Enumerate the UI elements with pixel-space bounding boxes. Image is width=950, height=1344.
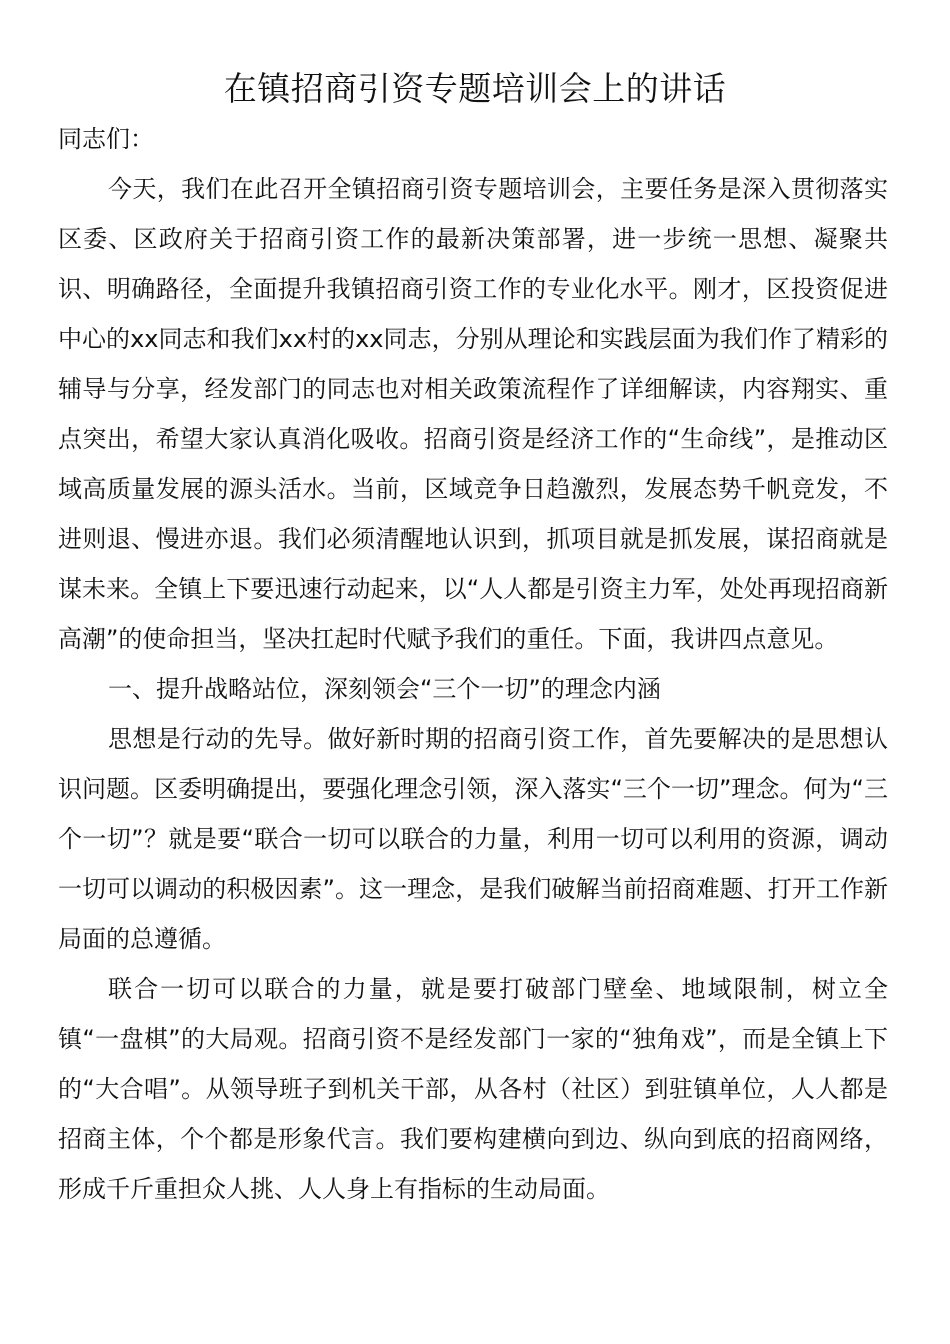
section-heading-1: 一、提升战略站位，深刻领会“三个一切”的理念内涵: [108, 675, 661, 703]
paragraph-intro: 今天，我们在此召开全镇招商引资专题培训会，主要任务是深入贯彻落实区委、区政府关于招商引资工作的最新决策部署，进一步统一思想、凝聚共识、明确路径，全面提升我镇招商引资工作的专业化水平。刚才，区投资促进中心的xx同志和我们xx村的xx同志，分别从理论和实践层面为我们作了精彩的辅导与分享，经发部门的同志也对相关政策流程作了详细解读，内容翔实、重点突出，希望大家认真消化吸收。招商引资是经济工作的“生命线”，是推动区域高质量发展的源头活水。当前，区域竞争日趋激烈，发展态势千帆竞发，不进则退、慢进亦退。我们必须清醒地认识到，抓项目就是抓发展，谋招商就是谋未来。全镇上下要迅速行动起来，以“人人都是引资主力军，处处再现招商新高潮”的使命担当，坚决扛起时代赋予我们的重任。下面，我讲四点意见。: [58, 175, 888, 653]
document-title: 在镇招商引资专题培训会上的讲话: [223, 69, 727, 108]
salutation: 同志们：: [58, 125, 154, 153]
paragraph-section-1-detail: 联合一切可以联合的力量，就是要打破部门壁垒、地域限制，树立全镇“一盘棋”的大局观。招商引资不是经发部门一家的“独角戏”，而是全镇上下的“大合唱”。从领导班子到机关干部，从各村（社区）到驻镇单位，人人都是招商主体，个个都是形象代言。我们要构建横向到边、纵向到底的招商网络，形成千斤重担众人挑、人人身上有指标的生动局面。: [58, 975, 888, 1203]
document-body: [58, 114, 888, 1214]
paragraph-section-1: 思想是行动的先导。做好新时期的招商引资工作，首先要解决的是思想认识问题。区委明确提出，要强化理念引领，深入落实“三个一切”理念。何为“三个一切”？就是要“联合一切可以联合的力量，利用一切可以利用的资源，调动一切可以调动的积极因素”。这一理念，是我们破解当前招商难题、打开工作新局面的总遵循。: [58, 725, 888, 953]
